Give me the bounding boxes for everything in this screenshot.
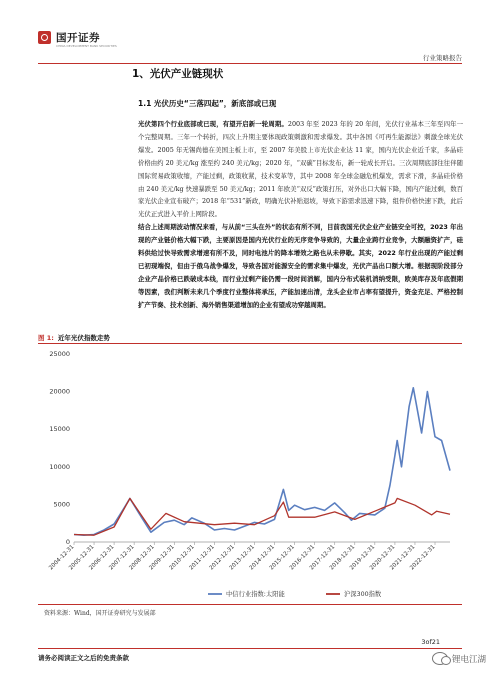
y-tick-label: 5000	[53, 500, 70, 509]
paragraph-1-text: 2003 年至 2023 年的 20 年间，光伏行业基本三年至四年一个完整周期。三年一个转折，四次上升期主要体现政策刺激和需求爆发。其中各国《可再生能源法》刺激全球光伏爆发。2005 年无锡尚德在美国主板上市，至 2007 年美股上市光伏企业达 11 家，国内光伏企业近千家，多晶硅价格由约 20 美元/kg 涨至约 240 美元/kg；2020 年，“双碳”目标发布，新一轮成长开启。三次周期底部往往伴随国际贸易政策收缩，产能过剩，政策收紧，技术变革等，其中 2008 年全球金融危机爆发，需求下滑，多晶硅价格由 240 美元/kg 快速暴跌至 50 美元/kg；2011 年欧美“双反”政策打压，对外出口大幅下降，国内产能过剩，数百家光伏企业宣布破产；2018 年“531”新政，明确光伏补贴退坡，导致下游需求迅速下降，组件价格快速下跌，此后光伏正式进入平价上网阶段。	[138, 120, 463, 219]
index-trend-chart	[38, 346, 462, 602]
x-tick-label: 2009-12-31	[148, 544, 176, 572]
section-heading: 1、光伏产业链现状	[132, 68, 224, 80]
figure-title: 近年光伏指数走势	[57, 334, 110, 342]
x-tick-label: 2012-12-31	[208, 544, 236, 572]
y-tick-label: 10000	[49, 462, 70, 471]
figure-source: 资料来源：Wind，国开证券研究与发展部	[44, 610, 156, 617]
figure-label: 图 1:	[38, 334, 54, 342]
y-tick-label: 0	[65, 538, 70, 546]
logo-mark-icon	[38, 31, 51, 44]
legend-label-2: 沪深300指数	[344, 591, 382, 598]
x-tick-label: 2020-12-31	[369, 544, 397, 572]
body-text	[138, 118, 463, 312]
page-number: 3of21	[421, 638, 440, 646]
logo-text: 国开证券	[56, 32, 100, 44]
paragraph-1	[138, 118, 463, 221]
x-tick-label: 2015-12-31	[268, 544, 297, 572]
figure-caption	[38, 333, 110, 342]
series-line-2	[74, 498, 450, 535]
logo-subtitle: CHINA DEVELOPMENT BANK SECURITIES	[56, 44, 117, 48]
watermark	[432, 652, 486, 665]
x-tick-label: 2007-12-31	[108, 544, 136, 572]
paragraph-2-text: 结合上述周期波动情况来看，与从前“三头在外”的状态有所不同，目前我国光伏企业产业链安全可控，2023 年出现的产业链价格大幅下跌，主要原因是国内光伏行业的无序竞争导致的，大量企业跨行业竞争，大额融资扩产，硅料供给过快导致需求增速有所不及，同时电池片的降本增效之路也从未停歇。其实，2022 年行业出现的产能过剩已初现端倪，但由于俄乌战争爆发，导致各国对能源安全的需求集中爆发，光伏产品出口额大增。根据现阶段部分企业产品价格已跌破成本线，而行业过剩产能仍需一段时间消解，国内分布式装机消纳受限，欧美库存及年底假期等因素，我们判断未来几个季度行业整体将承压，产能加速出清，龙头企业市占率有望提升，资金充足、严格控制扩产节奏、技术创新、海外销售渠道增加的企业有望成功穿越周期。	[138, 223, 463, 309]
y-tick-label: 20000	[49, 387, 70, 396]
x-tick-label: 2004-12-31	[48, 544, 76, 572]
y-tick-label: 25000	[49, 350, 70, 358]
disclaimer: 请务必阅读正文之后的免责条款	[38, 654, 129, 662]
legend-label-1: 中信行业指数:太阳能	[226, 591, 285, 598]
x-tick-label: 2011-12-31	[188, 544, 216, 572]
wechat-icon	[432, 652, 448, 665]
series-line-1	[74, 388, 450, 535]
footer-divider	[38, 648, 462, 649]
x-tick-label: 2021-12-31	[389, 544, 417, 572]
x-tick-label: 2010-12-31	[168, 544, 196, 572]
x-tick-label: 2006-12-31	[88, 544, 116, 572]
x-tick-label: 2017-12-31	[308, 544, 337, 572]
source-divider	[38, 604, 462, 605]
x-tick-label: 2018-12-31	[328, 544, 357, 572]
paragraph-1-lead: 光伏第四个行业底部或已现，有望开启新一轮周期。	[138, 120, 288, 128]
x-tick-label: 2008-12-31	[128, 544, 156, 572]
x-tick-label: 2013-12-31	[228, 544, 256, 572]
figure-divider	[38, 343, 462, 344]
company-logo	[38, 30, 117, 48]
watermark-text: 锂电江湖	[451, 654, 486, 665]
paragraph-2	[138, 221, 463, 311]
y-tick-label: 15000	[49, 425, 70, 434]
x-tick-label: 2022-12-31	[409, 544, 437, 572]
subsection-heading: 1.1 光伏历史“三落四起”，新底部或已现	[138, 99, 277, 108]
header-divider	[38, 63, 462, 64]
x-tick-label: 2019-12-31	[349, 544, 377, 572]
x-tick-label: 2014-12-31	[248, 544, 276, 572]
x-tick-label: 2005-12-31	[68, 544, 96, 572]
x-tick-label: 2016-12-31	[288, 544, 317, 572]
report-type-label: 行业策略报告	[423, 54, 462, 62]
